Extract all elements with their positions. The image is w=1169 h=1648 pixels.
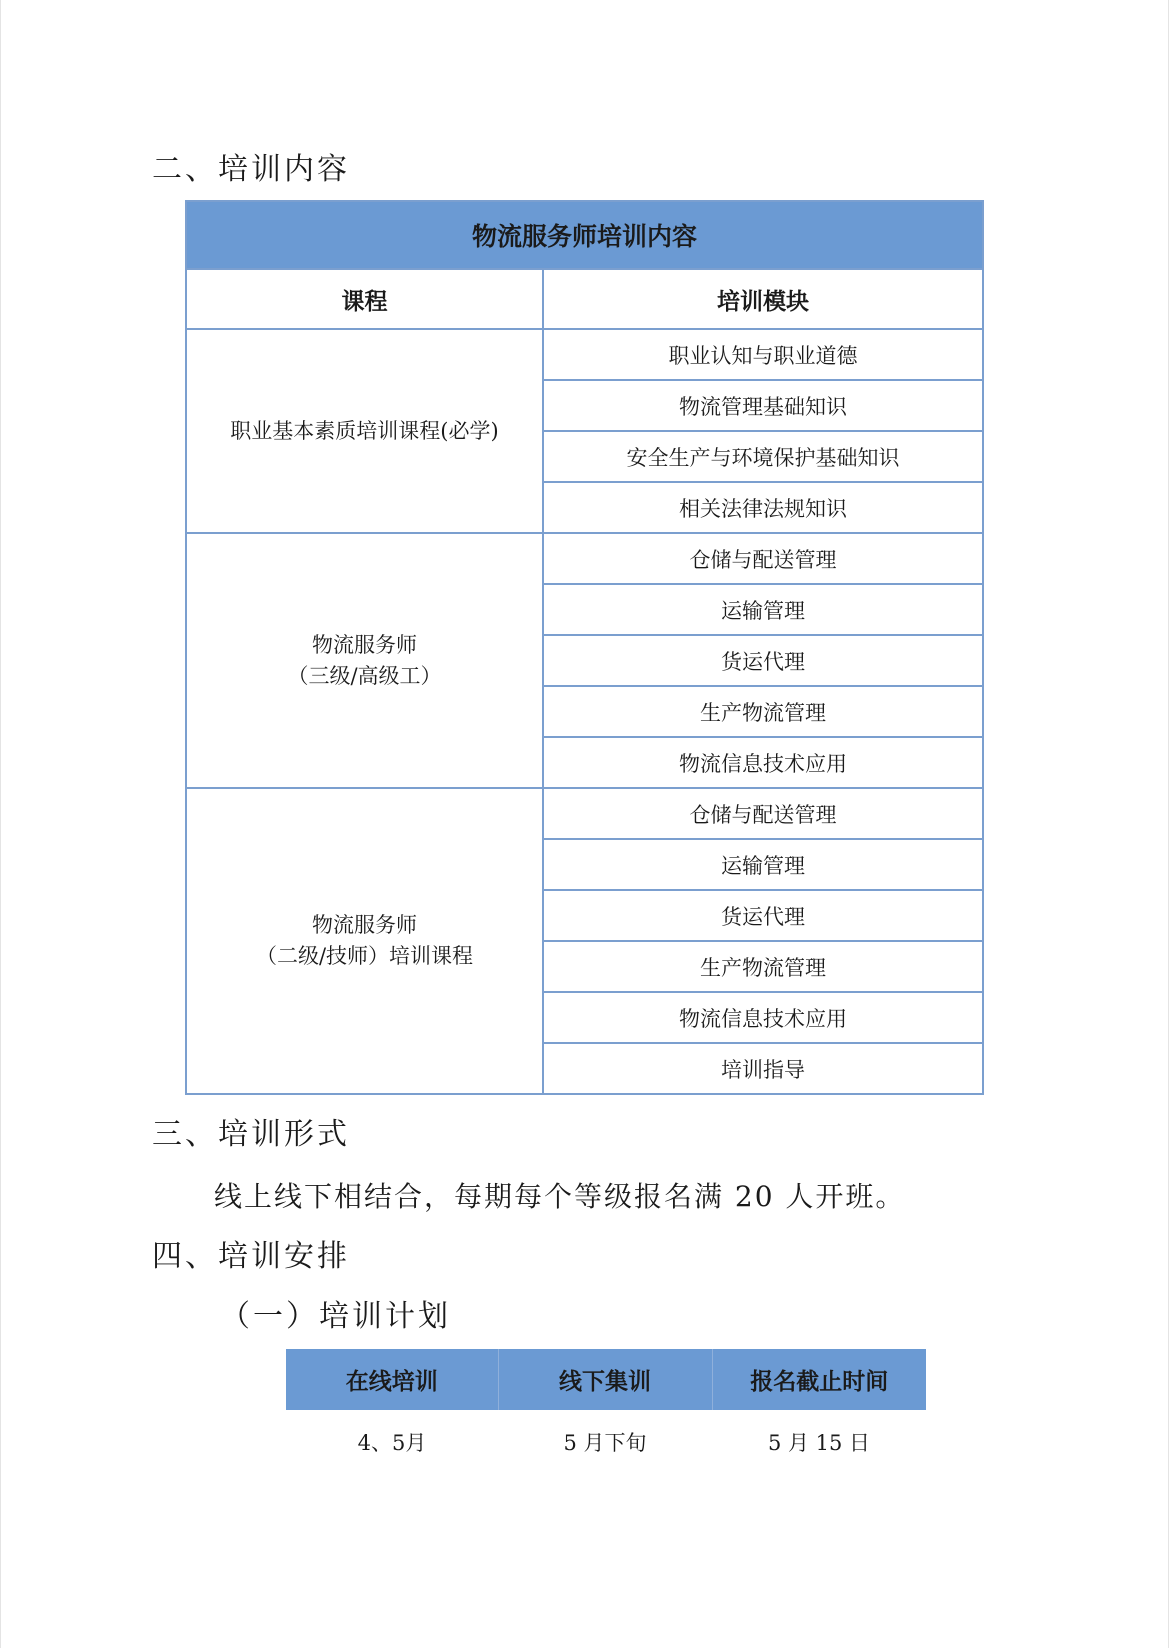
course-level: （三级/高级工） — [287, 663, 442, 688]
section-heading-arrangement: 四、培训安排 — [152, 1239, 350, 1274]
course-cell — [186, 329, 543, 533]
course-cell — [186, 533, 543, 788]
module-cell: 仓储与配送管理 — [543, 788, 983, 839]
page-left-edge — [0, 0, 1, 1648]
registration-deadline: 5 月 15 日 — [767, 1431, 871, 1455]
offline-period: 5 月下旬 — [563, 1431, 647, 1455]
training-content-table — [185, 200, 984, 1095]
module-cell: 相关法律法规知识 — [543, 482, 983, 533]
module-cell: 仓储与配送管理 — [543, 533, 983, 584]
column-header-offline: 线下集训 — [498, 1349, 712, 1410]
column-header-deadline: 报名截止时间 — [712, 1349, 926, 1410]
subheading-plan: （一）培训计划 — [220, 1299, 451, 1334]
module-cell: 货运代理 — [543, 635, 983, 686]
column-header-online: 在线培训 — [286, 1349, 498, 1410]
module-cell: 安全生产与环境保护基础知识 — [543, 431, 983, 482]
course-name: 物流服务师 — [312, 913, 417, 937]
section-heading-form: 三、培训形式 — [152, 1117, 350, 1152]
module-cell: 培训指导 — [543, 1043, 983, 1094]
course-name: 职业基本素质培训课程(必学) — [230, 418, 499, 443]
module-cell: 物流信息技术应用 — [543, 992, 983, 1043]
course-name: 物流服务师 — [312, 632, 417, 657]
module-cell: 职业认知与职业道德 — [543, 329, 983, 380]
module-cell: 货运代理 — [543, 890, 983, 941]
column-header-course: 课程 — [186, 269, 543, 329]
table-row — [186, 329, 983, 380]
section-heading-content: 二、培训内容 — [152, 152, 350, 187]
module-cell: 生产物流管理 — [543, 941, 983, 992]
table-row — [186, 788, 983, 839]
module-cell: 物流管理基础知识 — [543, 380, 983, 431]
module-cell: 生产物流管理 — [543, 686, 983, 737]
module-cell: 物流信息技术应用 — [543, 737, 983, 788]
table-row — [186, 533, 983, 584]
online-period: 4、5月 — [357, 1431, 427, 1455]
table-row — [286, 1410, 926, 1474]
course-level: （二级/技师）培训课程 — [255, 944, 474, 968]
column-header-module: 培训模块 — [543, 269, 983, 329]
training-schedule-table — [286, 1349, 926, 1474]
module-cell: 运输管理 — [543, 584, 983, 635]
course-cell — [186, 788, 543, 1094]
form-description: 线上线下相结合，每期每个等级报名满 20 人开班。 — [214, 1180, 906, 1213]
table-title: 物流服务师培训内容 — [186, 201, 983, 269]
module-cell: 运输管理 — [543, 839, 983, 890]
